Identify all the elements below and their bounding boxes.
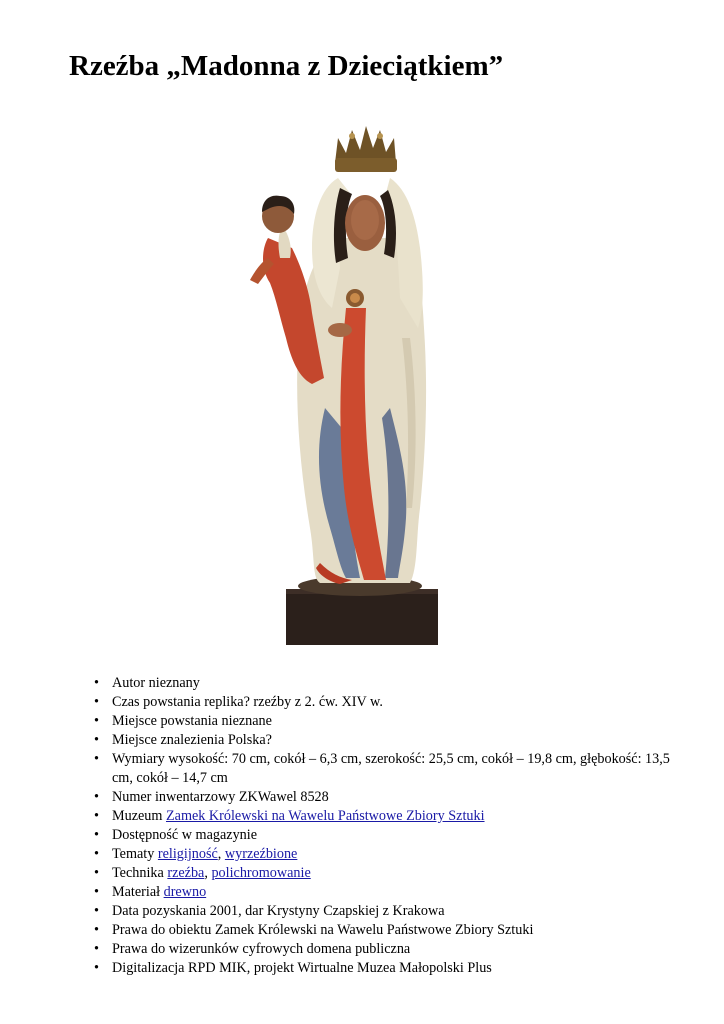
detail-label: Autor xyxy=(112,675,146,691)
detail-dimensions xyxy=(93,750,693,788)
detail-label: Dostępność xyxy=(112,827,179,843)
detail-museum xyxy=(93,807,693,826)
material-link-wood[interactable]: drewno xyxy=(163,884,207,900)
detail-label: Prawa do obiektu xyxy=(112,922,212,938)
detail-digitization xyxy=(93,959,693,978)
detail-value: ZKWawel 8528 xyxy=(238,789,329,805)
detail-label: Technika xyxy=(112,865,164,881)
detail-value: replika? rzeźby z 2. ćw. XIV w. xyxy=(204,694,383,710)
detail-label: Miejsce powstania xyxy=(112,713,218,729)
detail-label: Data pozyskania xyxy=(112,903,207,919)
detail-value: 2001, dar Krystyny Czapskiej z Krakowa xyxy=(209,903,445,919)
detail-value: RPD MIK, projekt Wirtualne Muzea Małopolski Plus xyxy=(188,960,492,976)
detail-technique xyxy=(93,864,693,883)
detail-creation-place xyxy=(93,712,693,731)
topic-link-carved[interactable]: wyrzeźbione xyxy=(224,846,298,862)
detail-value: nieznane xyxy=(221,713,272,729)
detail-label: Digitalizacja xyxy=(112,960,185,976)
detail-value: Zamek Królewski na Wawelu Państwowe Zbiory Sztuki xyxy=(214,922,534,938)
detail-value: domena publiczna xyxy=(306,941,411,957)
topic-link-religiousness[interactable]: religijność xyxy=(157,846,218,862)
detail-label: Materiał xyxy=(112,884,161,900)
detail-creation-time xyxy=(93,693,693,712)
detail-value: Polska? xyxy=(227,732,272,748)
detail-object-rights xyxy=(93,921,693,940)
detail-label: Miejsce znalezienia xyxy=(112,732,225,748)
detail-author xyxy=(93,674,693,693)
detail-material xyxy=(93,883,693,902)
page-title: Rzeźba „Madonna z Dzieciątkiem” xyxy=(69,50,504,82)
detail-inventory-number xyxy=(93,788,693,807)
detail-acquisition-date xyxy=(93,902,693,921)
detail-label: Muzeum xyxy=(112,808,163,824)
detail-value: wysokość: 70 cm, cokół – 6,3 cm, szerokość: 25,5 cm, cokół – 19,8 cm, głębokość: 13,5 cm, cokół – 14,7 cm xyxy=(112,751,670,786)
detail-label: Czas powstania xyxy=(112,694,201,710)
detail-label: Wymiary xyxy=(112,751,165,767)
technique-link-sculpture[interactable]: rzeźba xyxy=(167,865,205,881)
technique-link-polychrome[interactable]: polichromowanie xyxy=(211,865,311,881)
madonna-statue-image xyxy=(240,108,450,648)
detail-label: Prawa do wizerunków cyfrowych xyxy=(112,941,304,957)
detail-label: Tematy xyxy=(112,846,155,862)
separator: , xyxy=(204,865,212,881)
detail-label: Numer inwentarzowy xyxy=(112,789,236,805)
separator: , xyxy=(217,846,225,862)
object-details-list xyxy=(93,674,693,978)
detail-topics xyxy=(93,845,693,864)
detail-find-place xyxy=(93,731,693,750)
detail-availability xyxy=(93,826,693,845)
detail-value: nieznany xyxy=(148,675,200,691)
detail-value: w magazynie xyxy=(181,827,257,843)
detail-image-rights xyxy=(93,940,693,959)
museum-link[interactable]: Zamek Królewski na Wawelu Państwowe Zbiory Sztuki xyxy=(165,808,485,824)
